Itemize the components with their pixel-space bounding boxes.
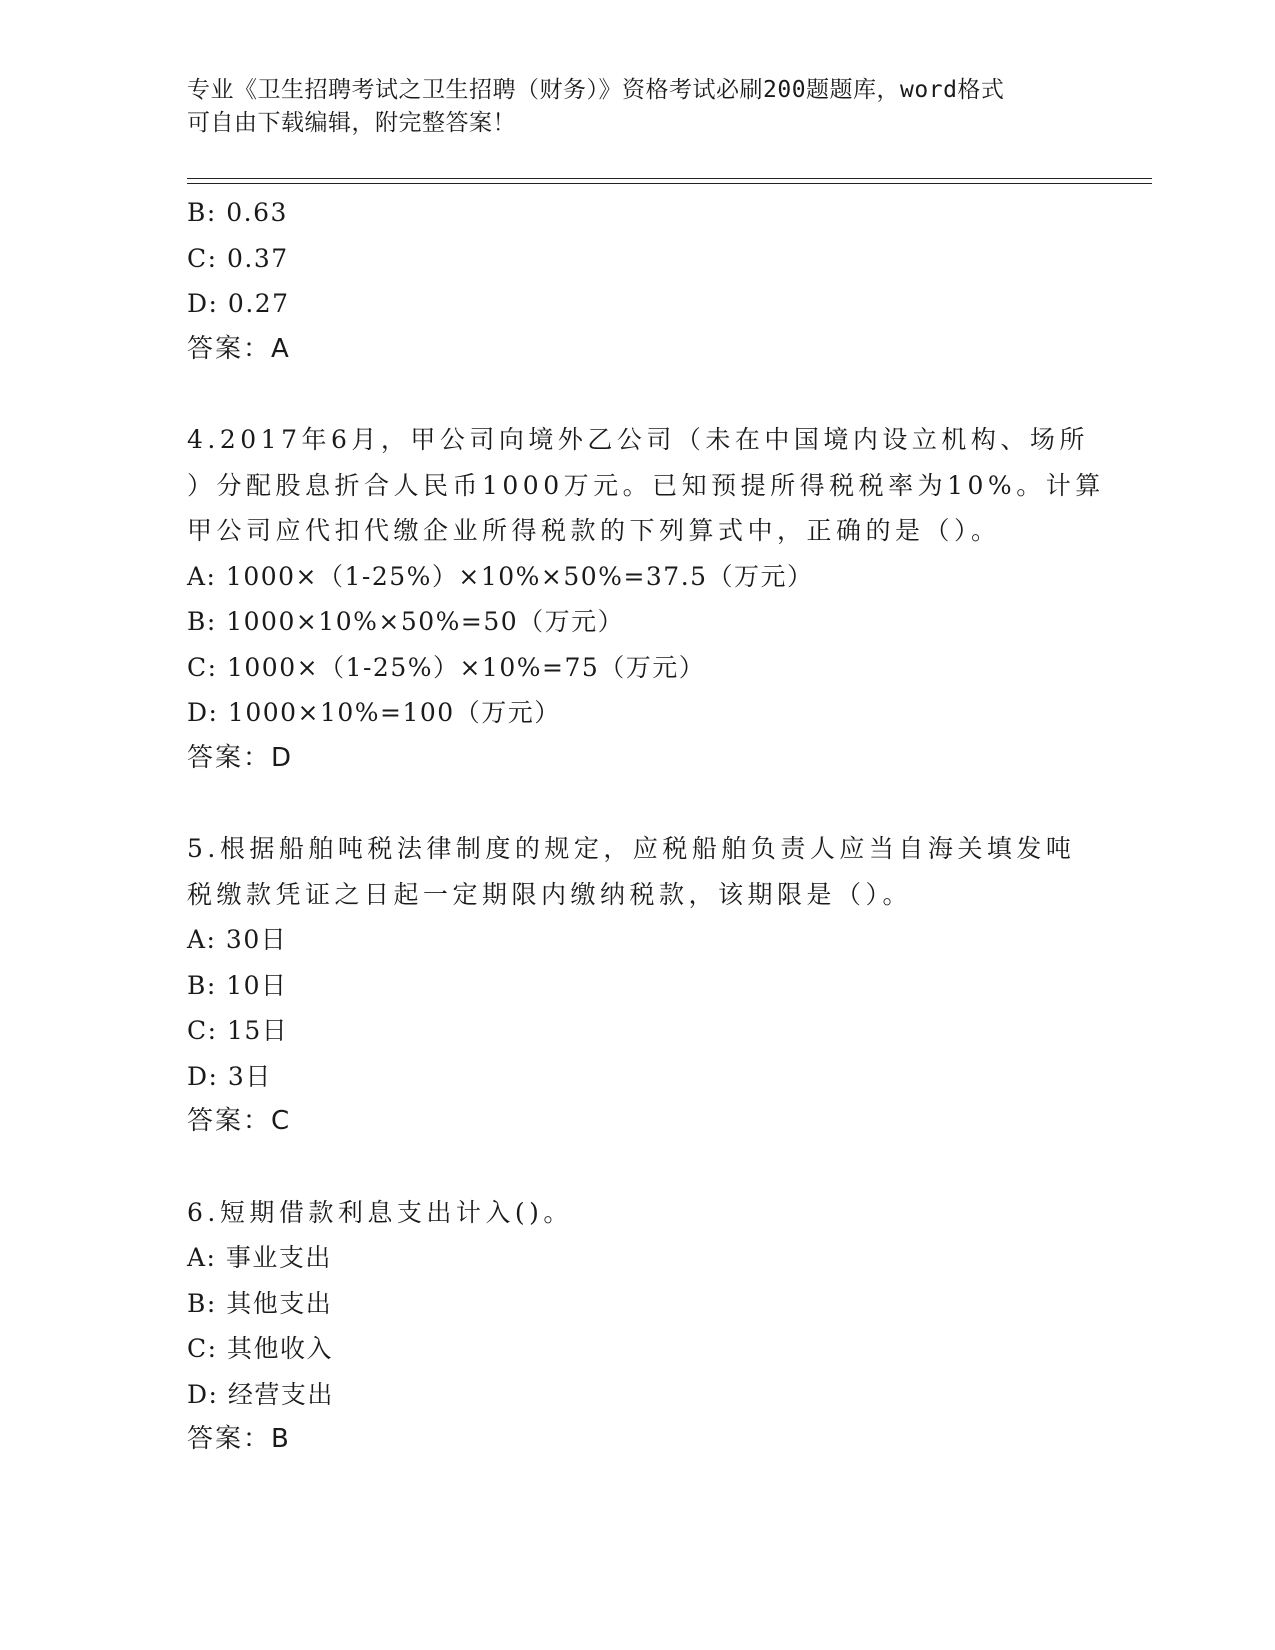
question-block	[187, 1190, 1087, 1463]
stem-line: 甲公司应代扣代缴企业所得税款的下列算式中，正确的是（）。	[187, 516, 1001, 545]
option: B: 1000×10%×50%=50（万元）	[187, 607, 625, 636]
option: B: 10日	[187, 970, 288, 1000]
option: D: 经营支出	[187, 1379, 334, 1409]
header-line: 可自由下载编辑，附完整答案！	[187, 110, 516, 136]
question-block	[187, 826, 1087, 1145]
question-list	[187, 190, 1105, 1463]
stem-line: 4.2017年6月，甲公司向境外乙公司（未在中国境内设立机构、场所	[187, 425, 1089, 454]
question-stem	[187, 1190, 1087, 1236]
question-stem	[187, 826, 1087, 917]
header-line: 专业《卫生招聘考试之卫生招聘（财务）》资格考试必刷200题题库，word格式	[187, 77, 1005, 103]
option: D: 0.27	[187, 289, 290, 318]
option: D: 3日	[187, 1061, 272, 1091]
option: B: 其他支出	[187, 1288, 333, 1318]
document-header	[187, 74, 1067, 140]
answer: 答案：B	[187, 1424, 291, 1454]
stem-line: 税缴款凭证之日起一定期限内缴纳税款，该期限是（）。	[187, 879, 913, 909]
option: C: 其他收入	[187, 1334, 333, 1363]
option: D: 1000×10%=100（万元）	[187, 698, 561, 727]
answer: 答案：C	[187, 1106, 292, 1136]
option: C: 1000×（1-25%）×10%=75（万元）	[187, 652, 706, 682]
option: A: 30日	[187, 925, 288, 954]
header-divider	[187, 178, 1152, 179]
question-stem	[187, 417, 1105, 554]
stem-line: 5.根据船舶吨税法律制度的规定，应税船舶负责人应当自海关填发吨	[187, 834, 1076, 863]
option: C: 0.37	[187, 243, 289, 273]
header-divider	[187, 183, 1152, 184]
question-block	[187, 190, 1087, 372]
option: A: 事业支出	[187, 1243, 332, 1272]
option: A: 1000×（1-25%）×10%×50%=37.5（万元）	[187, 561, 814, 591]
stem-line: 6.短期借款利息支出计入()。	[187, 1197, 573, 1227]
answer: 答案：A	[187, 333, 291, 364]
answer: 答案：D	[187, 742, 294, 773]
stem-line: ）分配股息折合人民币1000万元。已知预提所得税税率为10%。计算	[187, 470, 1105, 500]
option: B: 0.63	[187, 198, 288, 227]
question-block	[187, 417, 1105, 781]
option: C: 15日	[187, 1016, 289, 1045]
